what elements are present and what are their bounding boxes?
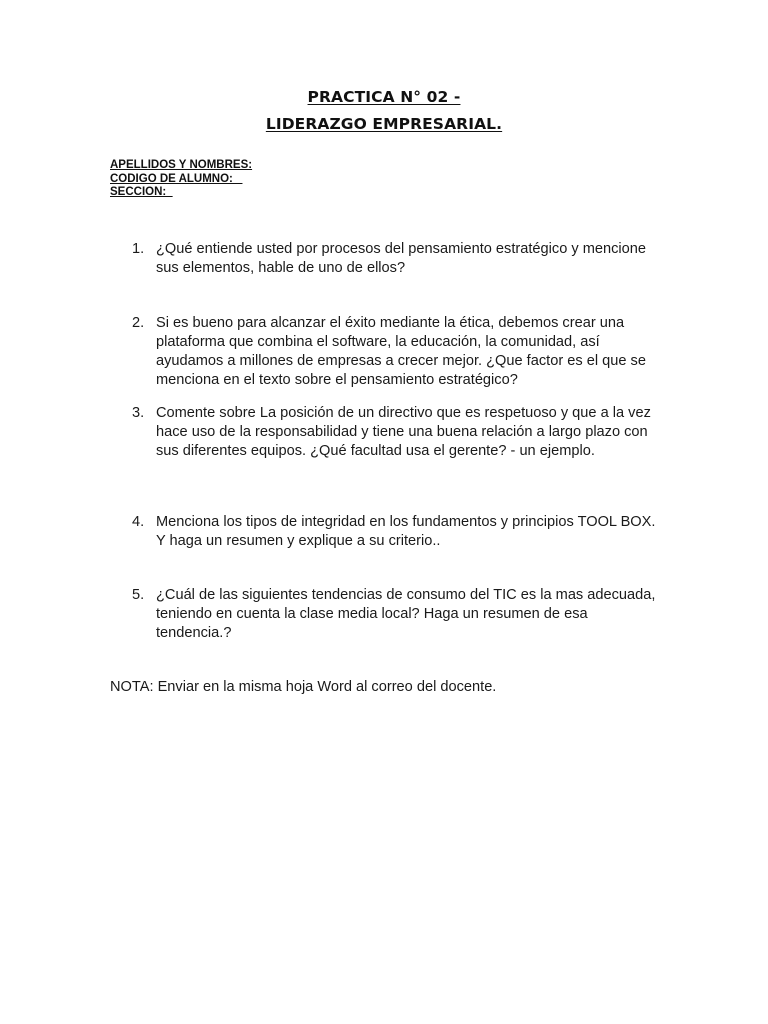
question-item [132,240,662,278]
question-text: ¿Qué entiende usted por procesos del pensamiento estratégico y mencione sus elementos, hable de uno de ellos? [156,241,646,276]
question-item [132,586,662,643]
question-item [132,513,662,551]
question-text: Si es bueno para alcanzar el éxito mediante la ética, debemos crear una plataforma que combina el software, la educación, la comunidad, así ayudamos a millones de empresas a crecer mejor. ¿Que factor es el que se menciona en el texto sobre el pensamiento estratégico? [156,315,646,388]
question-number: 5. [132,587,145,603]
student-names-label: APELLIDOS Y NOMBRES: [110,159,253,171]
student-info-block [110,159,252,200]
question-item [132,314,662,390]
question-number: 3. [132,405,145,421]
question-number: 1. [132,241,145,257]
question-text: Comente sobre La posición de un directivo que es respetuoso y que a la vez hace uso de la responsabilidad y tiene una buena relación a largo plazo con sus diferentes equipos. ¿Qué facultad usa el gerente? - un ejemplo. [156,405,651,459]
section-label: SECCION: [110,186,173,198]
student-code-label: CODIGO DE ALUMNO: [110,172,243,185]
question-item [132,404,662,461]
question-text: ¿Cuál de las siguientes tendencias de consumo del TIC es la mas adecuada, teniendo en cuenta la clase media local? Haga un resumen de esa tendencia.? [156,587,656,641]
document-subtitle: LIDERAZGO EMPRESARIAL. [265,115,503,133]
document-title: PRACTICA N° 02 - [307,88,461,106]
question-number: 4. [132,514,145,530]
question-number: 2. [132,315,145,331]
submission-note: NOTA: Enviar en la misma hoja Word al correo del docente. [110,679,497,695]
question-text: Menciona los tipos de integridad en los fundamentos y principios TOOL BOX. Y haga un resumen y explique a su criterio.. [156,514,656,549]
